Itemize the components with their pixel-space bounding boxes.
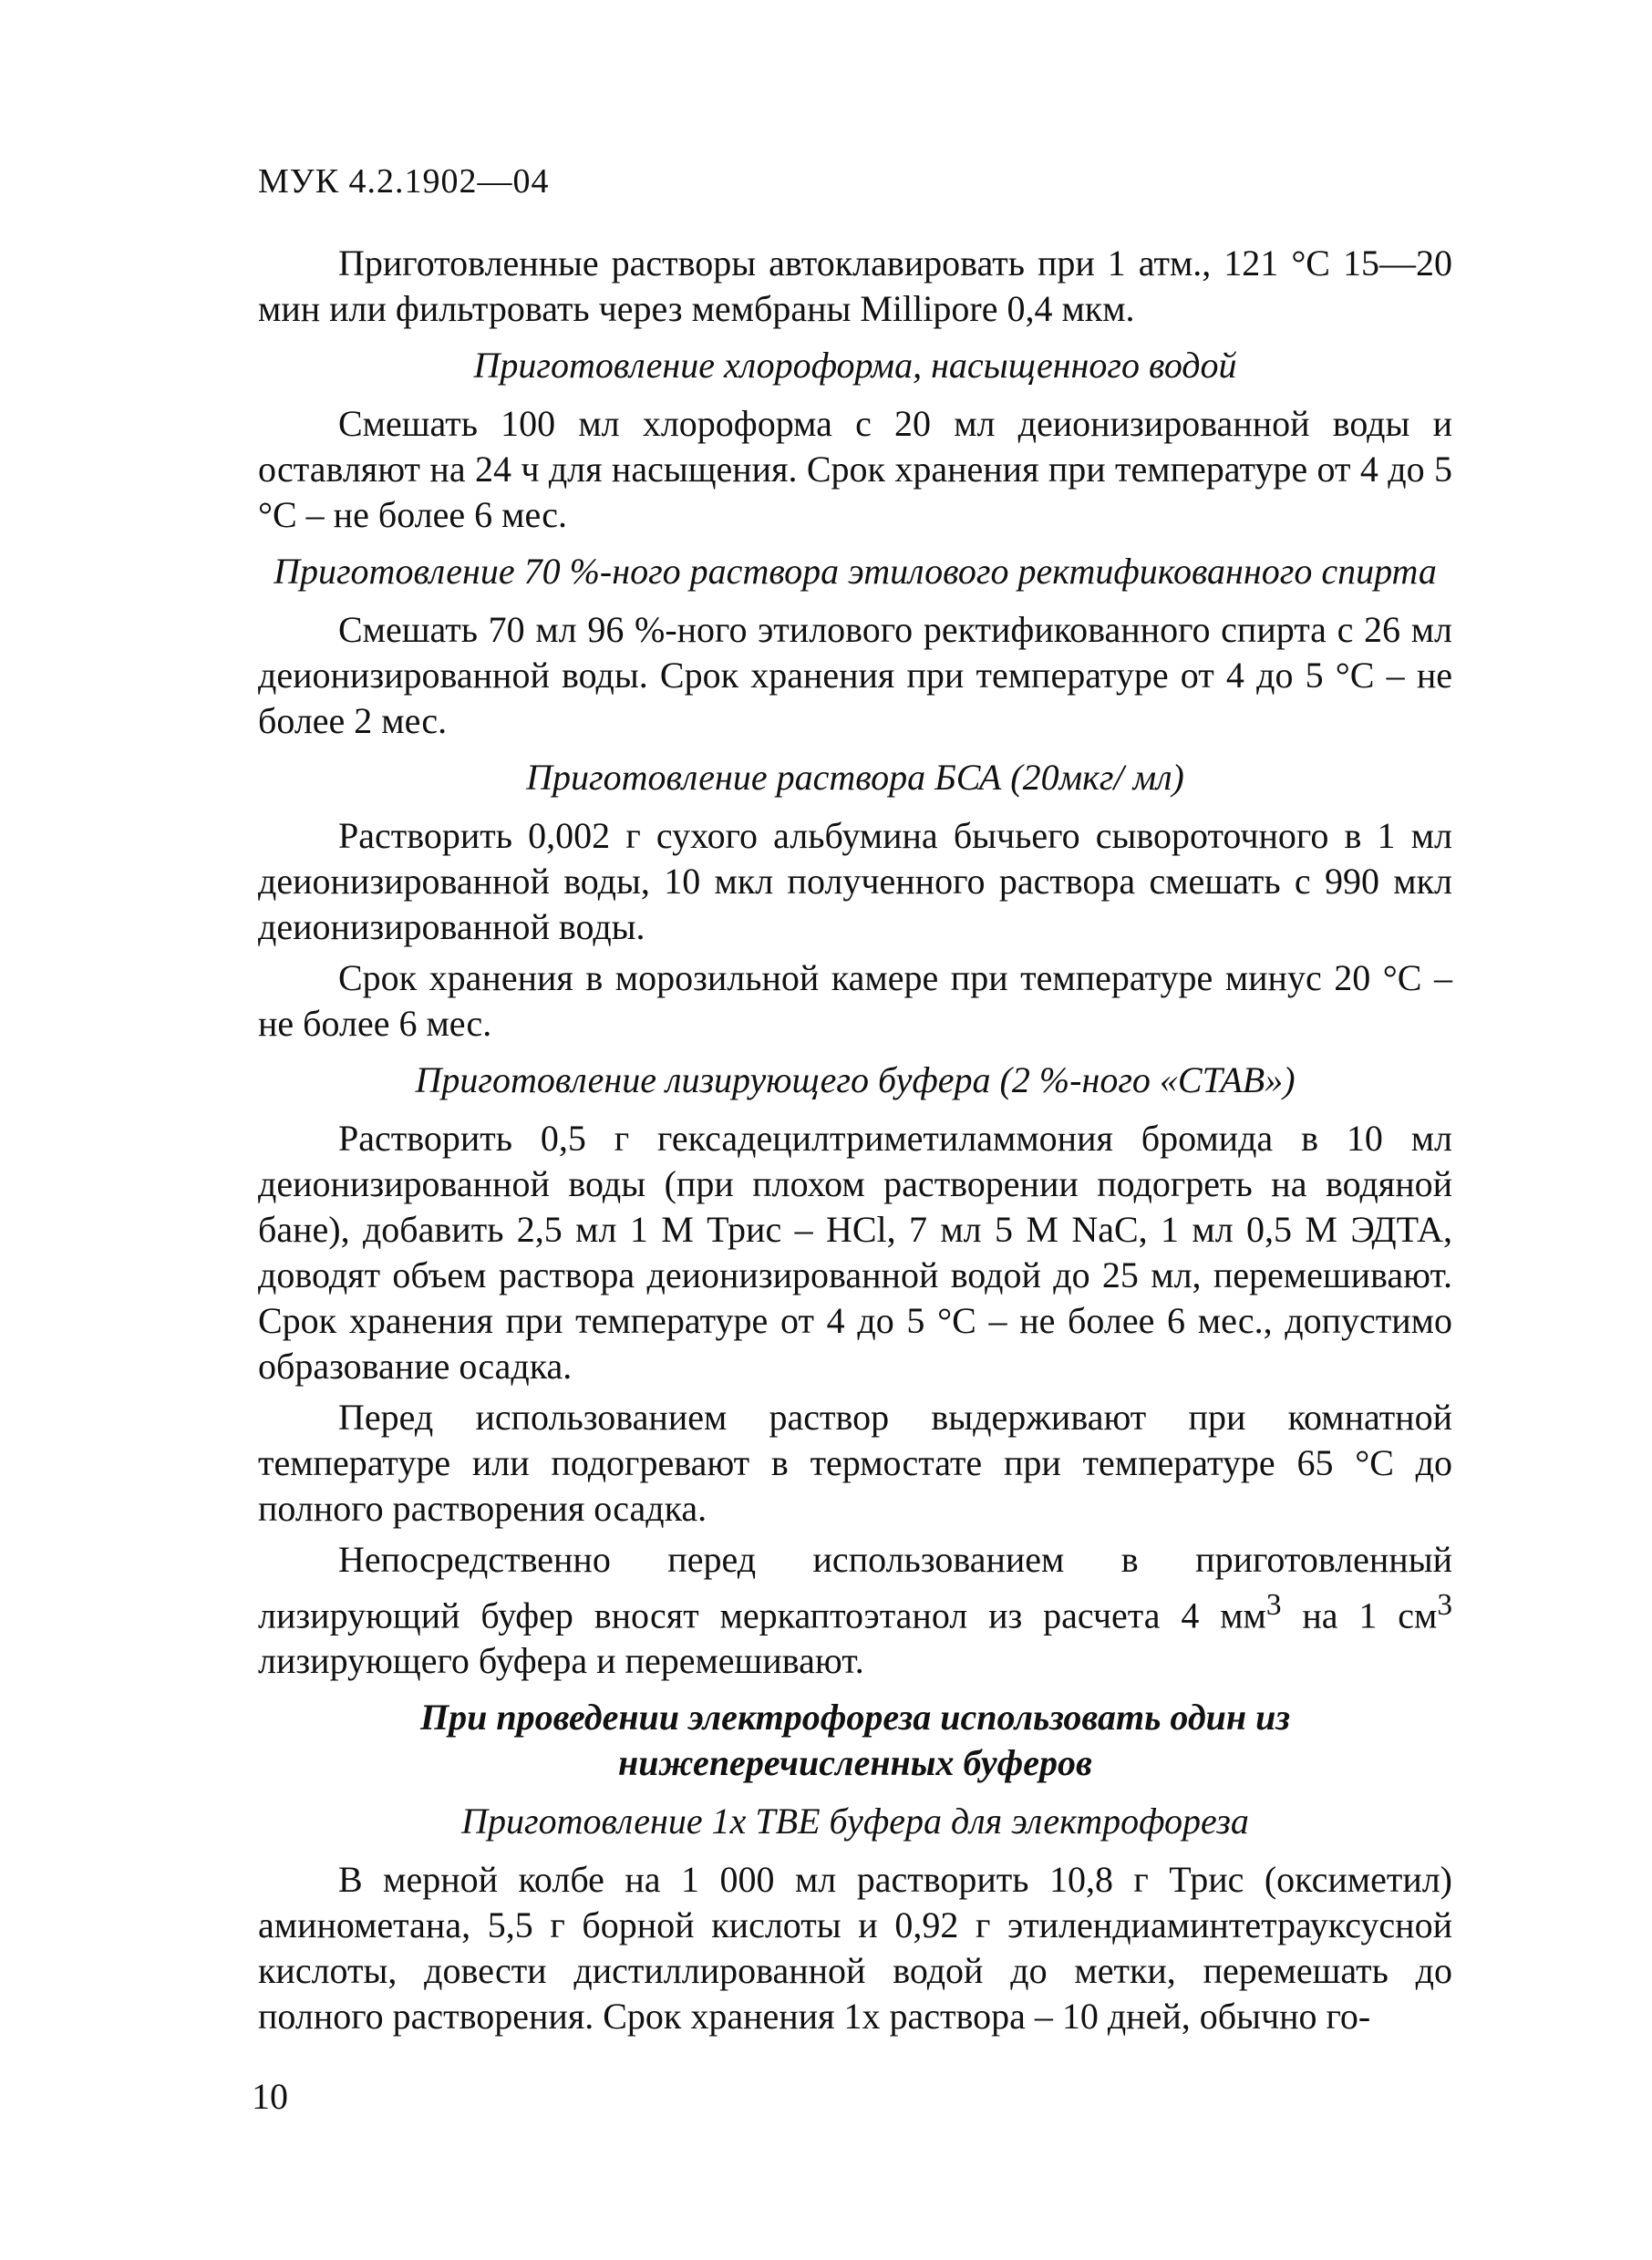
paragraph-mercaptoethanol — [258, 1537, 1452, 1684]
paragraph-ethanol: Смешать 70 мл 96 %-ного этилового ректификованного спирта с 26 мл деионизированной воды. Срок хранения при температуре от 4 до 5 °С – не более 2 мес. — [258, 609, 1452, 741]
superscript-cubic-2: 3 — [1437, 1588, 1452, 1622]
mercaptoethanol-text-c: лизирующего буфера и перемешивают. — [258, 1640, 864, 1682]
heading-chloroform: Приготовление хлороформа, насыщенного водой — [473, 345, 1237, 386]
paragraph-sterilization: Приготовленные растворы автоклавировать при 1 атм., 121 °С 15—20 мин или фильтровать через мембраны Millipore 0,4 мкм. — [258, 243, 1452, 329]
paragraph-lysis-usage: Перед использованием раствор выдерживают при комнатной температуре или подогревают в термостате при температуре 65 °С до полного растворения осадка. — [258, 1397, 1452, 1529]
paragraph-bsa-storage: Срок хранения в морозильной камере при температуре минус 20 °С – не более 6 мес. — [258, 957, 1452, 1044]
heading-bsa: Приготовление раствора БСА (20мкг/ мл) — [526, 757, 1184, 798]
heading-ethanol: Приготовление 70 %-ного раствора этилового ректификованного спирта — [274, 551, 1437, 592]
document-body — [258, 241, 1452, 2045]
heading-lysis-buffer: Приготовление лизирующего буфера (2 %-ного «СТАВ») — [415, 1059, 1296, 1100]
heading-electrophoresis-buffers: При проведении электрофореза использовать один из нижеперечисленных буферов — [419, 1697, 1290, 1784]
paragraph-bsa: Растворить 0,002 г сухого альбумина бычьего сывороточного в 1 мл деионизированной воды, 10 мкл полученного раствора смешать с 990 мкл деионизированной воды. — [258, 815, 1452, 947]
paragraph-lysis-buffer: Растворить 0,5 г гексадецилтриметиламмония бромида в 10 мл деионизированной воды (при плохом растворении подогреть на водяной бане), добавить 2,5 мл 1 М Трис – HCl, 7 мл 5 М NaC, 1 мл 0,5 М ЭДТА, доводят объем раствора деионизированной водой до 25 мл, перемешивают. Срок хранения при температуре от 4 до 5 °С – не более 6 мес., допустимо образование осадка. — [258, 1118, 1452, 1387]
paragraph-tbe-buffer: В мерной колбе на 1 000 мл растворить 10,8 г Трис (оксиметил) аминометана, 5,5 г борной кислоты и 0,92 г этилендиаминтетрауксусной кислоты, довести дистиллированной водой до метки, перемешать до полного растворения. Срок хранения 1х раствора – 10 дней, обычно го- — [258, 1859, 1452, 2038]
superscript-cubic-1: 3 — [1265, 1588, 1282, 1622]
page-number: 10 — [252, 2076, 288, 2117]
paragraph-chloroform: Смешать 100 мл хлороформа с 20 мл деионизированной воды и оставляют на 24 ч для насыщения. Срок хранения при температуре от 4 до 5 °С – не более 6 мес. — [258, 403, 1452, 535]
mercaptoethanol-text-a: Непосредственно перед использованием в приготовленный лизирующий буфер вносят меркаптоэтанол из расчета 4 мм — [258, 1539, 1452, 1636]
document-code-header: МУК 4.2.1902—04 — [258, 162, 550, 201]
mercaptoethanol-text-b: на 1 см — [1281, 1594, 1438, 1636]
heading-tbe-buffer: Приготовление 1х ТВЕ буфера для электрофореза — [461, 1801, 1249, 1842]
